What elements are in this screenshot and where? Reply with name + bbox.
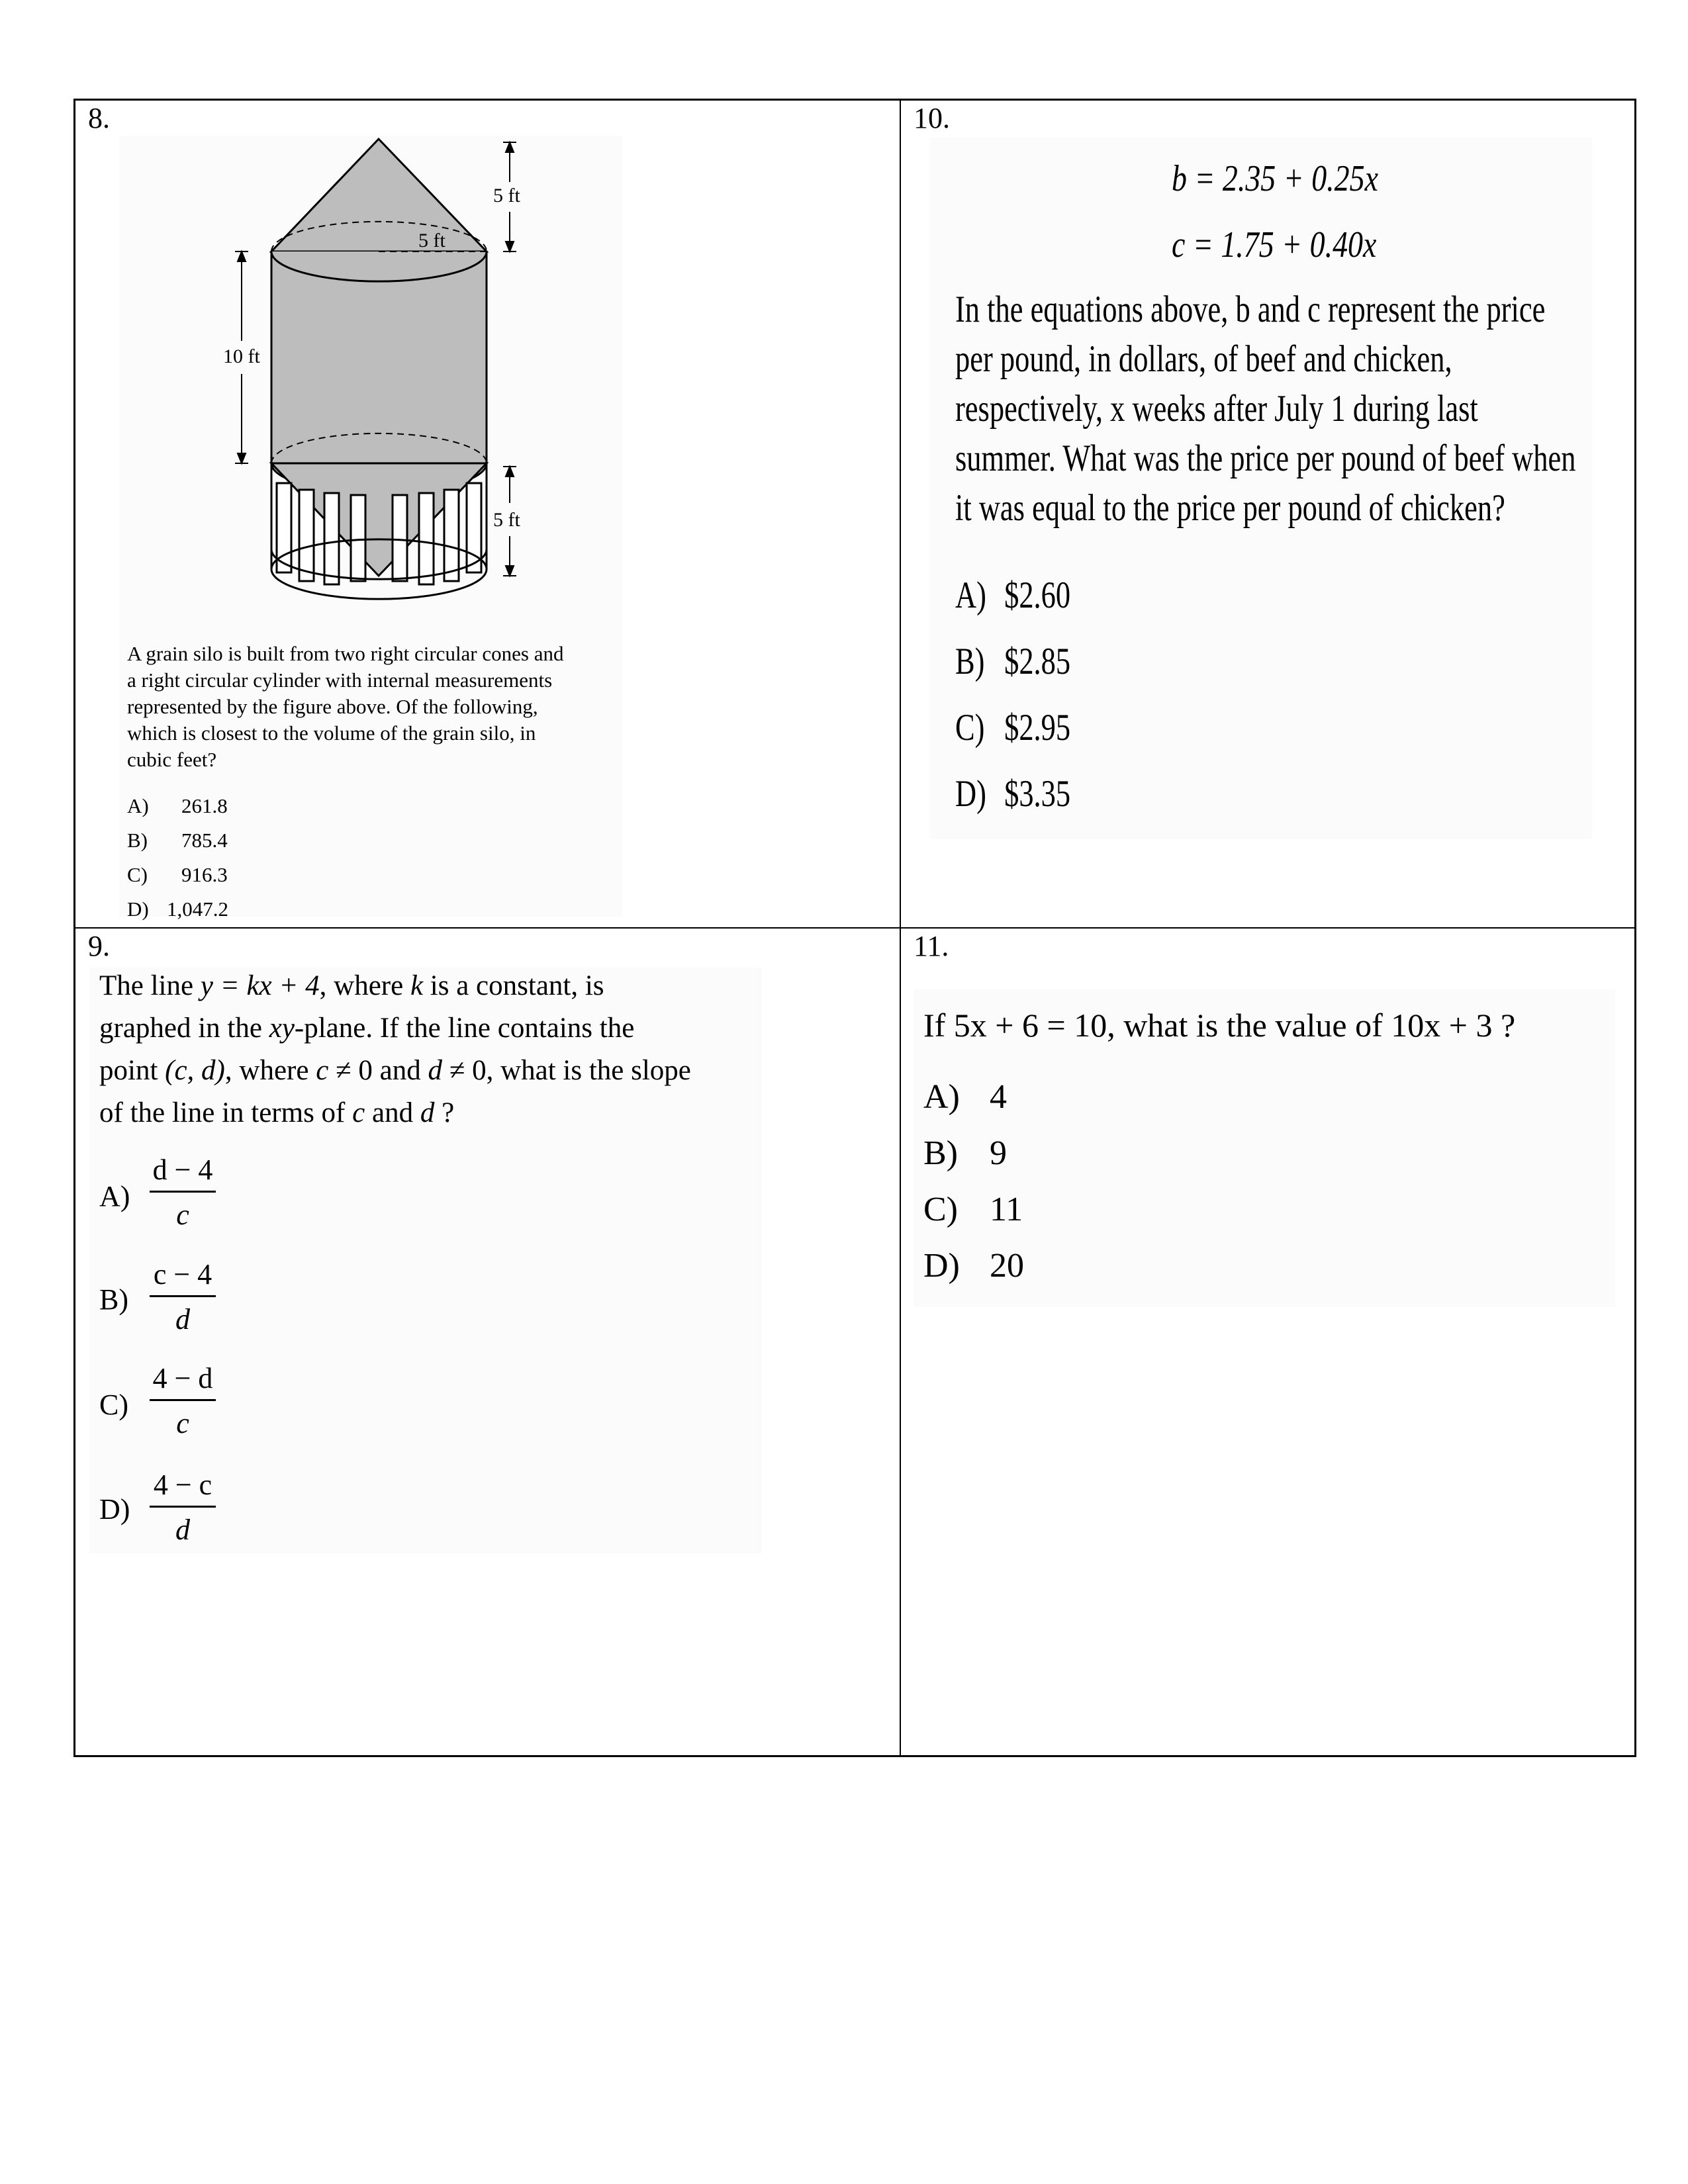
text-line: of the line in terms of c and d ? (99, 1097, 455, 1128)
fraction: 4 − d c (150, 1361, 216, 1440)
choice-d[interactable]: D) 1,047.2 (127, 897, 228, 921)
question-number: 9. (88, 930, 110, 962)
choice-a[interactable]: A) 261.8 (127, 794, 228, 817)
label-cylinder-height: 10 ft (223, 345, 260, 367)
question-11-choices (923, 1069, 1024, 1294)
text-line: per pound, in dollars, of beef and chicken, (955, 338, 1452, 380)
text-line: which is closest to the volume of the grain silo, in (127, 721, 536, 745)
fraction: c − 4 d (150, 1257, 216, 1336)
label-bottom-cone-height: 5 ft (493, 509, 520, 531)
equation-c: c = 1.75 + 0.40x (1172, 224, 1377, 265)
text-line: The line y = kx + 4, where k is a constant, is (99, 970, 604, 1001)
label-top-cone-height: 5 ft (493, 185, 520, 206)
question-number: 11. (914, 930, 949, 962)
choice-c[interactable]: C) 11 (923, 1191, 1023, 1228)
question-number: 8. (88, 102, 110, 134)
text-line: point (c, d), where c ≠ 0 and d ≠ 0, what is the slope (99, 1055, 691, 1086)
top-cone (271, 139, 487, 251)
choice-c[interactable]: C) 916.3 (127, 863, 228, 886)
text-line: graphed in the xy-plane. If the line contains the (99, 1013, 635, 1044)
text-line: represented by the figure above. Of the following, (127, 695, 538, 718)
question-number: 10. (914, 102, 950, 134)
question-10-choices (955, 563, 1070, 827)
text-line: respectively, x weeks after July 1 during last (955, 388, 1478, 430)
text-line: A grain silo is built from two right circular cones and (127, 642, 564, 665)
text-line: In the equations above, b and c represent the price (955, 289, 1546, 330)
fraction: 4 − c d (150, 1468, 216, 1547)
text-line: cubic feet? (127, 748, 217, 771)
question-9-text (99, 965, 691, 1134)
equation-b: b = 2.35 + 0.25x (1172, 158, 1378, 199)
choice-d[interactable]: D) 20 (923, 1247, 1024, 1285)
text-line: it was equal to the price per pound of chicken? (955, 487, 1505, 529)
choice-b[interactable]: B) 785.4 (127, 829, 228, 852)
question-8-text (127, 641, 563, 773)
choice-b[interactable]: B) 9 (923, 1134, 1007, 1172)
choice-c[interactable]: C) $2.95 (955, 707, 1071, 749)
choice-b[interactable]: B) $2.85 (955, 641, 1071, 682)
choice-d[interactable]: D) $3.35 (955, 773, 1071, 815)
question-10-text (955, 285, 1575, 533)
text-line: summer. What was the price per pound of beef when (955, 437, 1576, 479)
label-radius: 5 ft (418, 230, 445, 251)
question-8-choices (127, 789, 228, 927)
question-11-text: If 5x + 6 = 10, what is the value of 10x + 3 ? (923, 1007, 1516, 1044)
choice-a[interactable]: A) $2.60 (955, 574, 1071, 616)
text-line: a right circular cylinder with internal measurements (127, 668, 553, 692)
cylinder (271, 251, 487, 463)
fraction: d − 4 c (150, 1153, 216, 1232)
choice-a[interactable]: A) 4 (923, 1078, 1007, 1116)
